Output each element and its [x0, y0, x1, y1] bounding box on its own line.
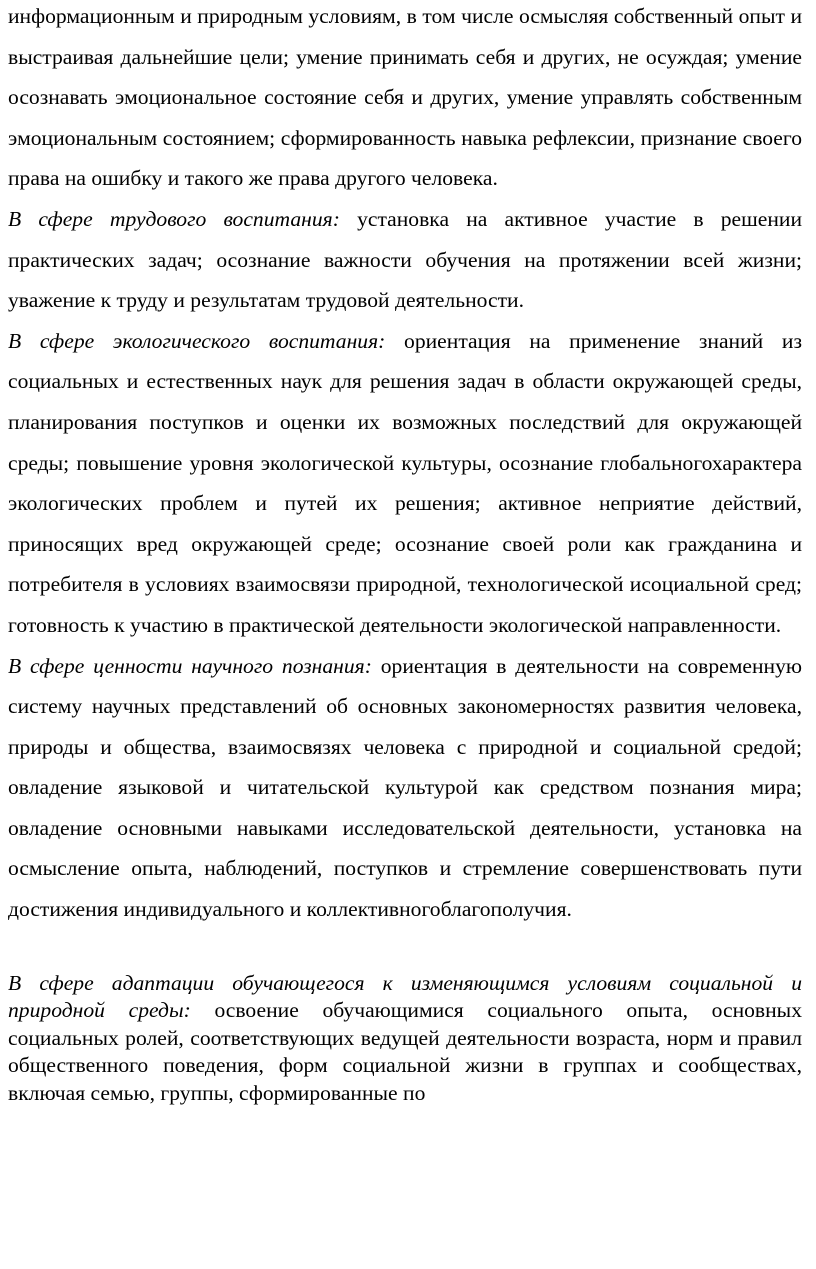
- paragraph-personal-results: [8, 0, 802, 199]
- paragraph-labor-education: [8, 199, 802, 321]
- paragraph-lead: В сфере адаптации обучающегося к изменяющимся условиям социальной и природной среды:: [8, 970, 802, 1023]
- paragraph-adaptation: [8, 970, 802, 1108]
- paragraph-text: ориентация в деятельности на современную систему научных представлений об основных закономерностях развития человека, природы и общества, взаимосвязях человека с природной и социальной средой; овладение языковой и читательской культурой как средством познания мира; овладение основными навыками исследовательской деятельности, установка на осмысление опыта, наблюдений, поступков и стремление совершенствовать пути достижения индивидуального и коллективногоблагополучия.: [8, 653, 803, 922]
- paragraph-text: информационным и природным условиям, в том числе осмысляя собственный опыт и выстраивая дальнейшие цели; умение принимать себя и других, не осуждая; умение осознавать эмоциональное состояние себя и других, умение управлять собственным эмоциональным состоянием; сформированность навыка рефлексии, признание своего права на ошибку и такого же права другого человека.: [8, 4, 802, 191]
- paragraph-lead: В сфере ценности научного познания:: [8, 653, 372, 678]
- paragraph-lead: В сфере трудового воспитания:: [8, 206, 340, 231]
- paragraph-text: ориентация на применение знаний из социальных и естественных наук для решения задач в области окружающей среды, планирования поступков и оценки их возможных последствий для окружающей среды; повышение уровня экологической культуры, осознание глобальногохарактера экологических проблем и путей их решения; активное неприятие действий, приносящих вред окружающей среде; осознание своей роли как гражданина и потребителя в условиях взаимосвязи природной, технологической исоциальной сред; готовность к участию в практической деятельности экологической направленности.: [8, 328, 802, 637]
- paragraph-ecological-education: [8, 321, 802, 646]
- paragraph-lead: В сфере экологического воспитания:: [8, 328, 386, 353]
- document-page: [8, 0, 802, 1107]
- paragraph-text: установка на активное участие в решении практических задач; осознание важности обучения на протяжении всей жизни; уважение к труду и результатам трудовой деятельности.: [8, 206, 802, 313]
- paragraph-scientific-knowledge: [8, 646, 802, 930]
- paragraph-text: освоение обучающимися социального опыта, основных социальных ролей, соответствующих ведущей деятельности возраста, норм и правил общественного поведения, форм социальной жизни в группах и сообществах, включая семью, группы, сформированные по: [8, 998, 802, 1105]
